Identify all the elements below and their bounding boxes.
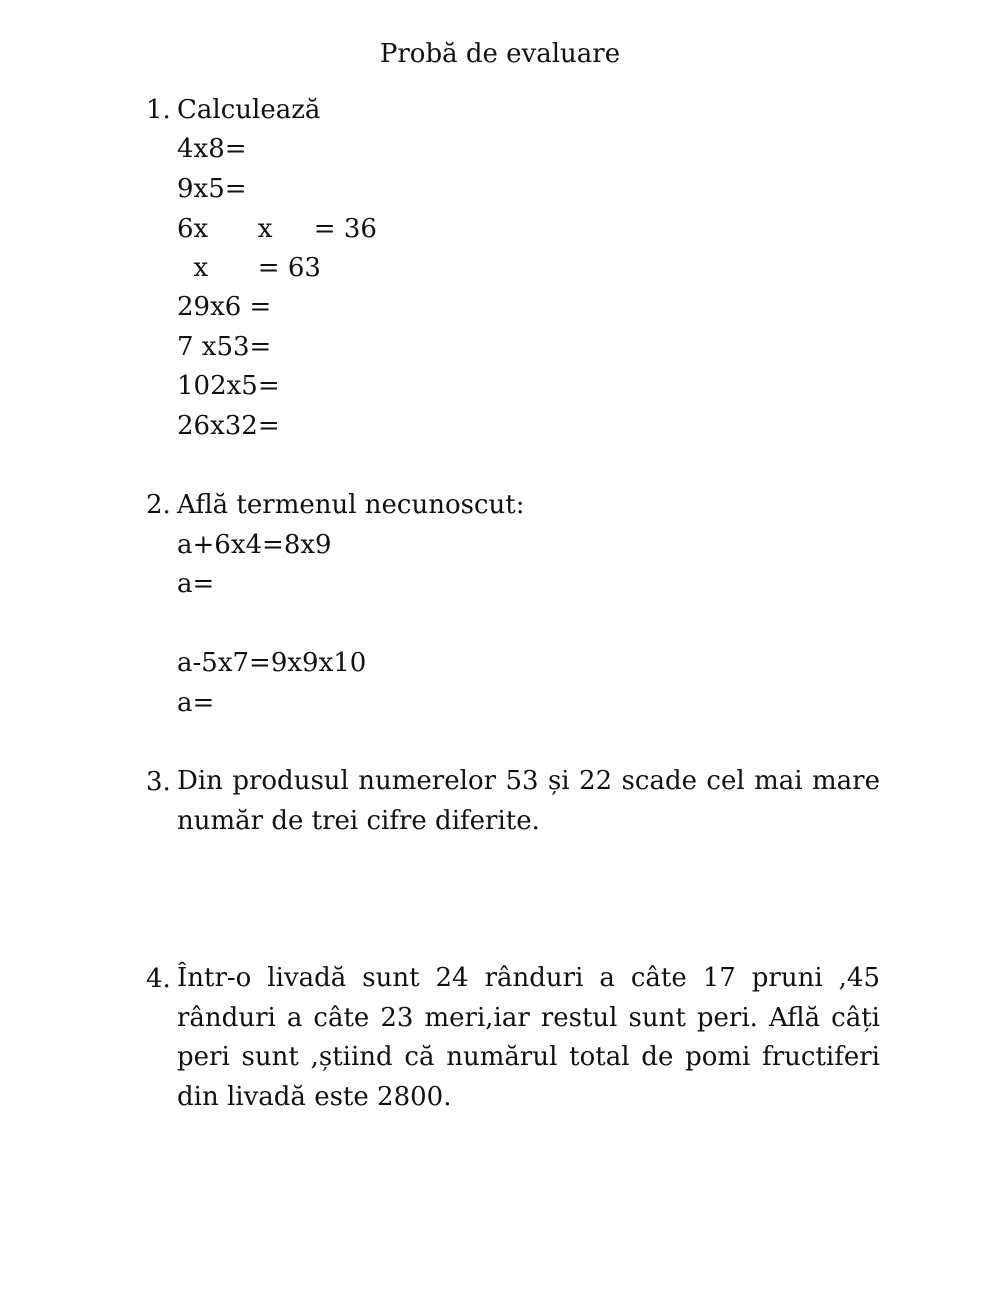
q2-equation: a-5x7=9x9x10: [177, 648, 367, 678]
q1-heading: Calculează: [177, 95, 321, 125]
q1-exercise: x = 63: [177, 253, 321, 283]
q1-exercise: 4x8=: [177, 134, 247, 164]
page-title: Probă de evaluare: [379, 39, 621, 69]
q2-heading: Află termenul necunoscut:: [177, 490, 525, 520]
q1-exercise: 102x5=: [177, 371, 280, 401]
q2-answer: a=: [177, 569, 215, 599]
q2-answer: a=: [177, 688, 215, 718]
q1-number: 1.: [146, 95, 171, 125]
q4-text: Într-o livadă sunt 24 rânduri a câte 17 pruni ,45 rânduri a câte 23 meri,iar restul sunt peri. Află câți peri sunt ,știind că numărul total de pomi fructiferi din livadă este 2800.: [177, 963, 880, 1112]
q1-exercise: 29x6 =: [177, 292, 272, 322]
q1-exercise: 9x5=: [177, 174, 247, 204]
q1-exercise: 6x x = 36: [177, 214, 377, 244]
q1-exercise: 26x32=: [177, 411, 280, 441]
q1-exercise: 7 x53=: [177, 332, 272, 362]
q2-number: 2.: [146, 490, 171, 520]
q2-equation: a+6x4=8x9: [177, 530, 332, 560]
q3-number: 3.: [146, 767, 171, 797]
q4-number: 4.: [146, 964, 171, 994]
q3-text: Din produsul numerelor 53 și 22 scade cel mai mare număr de trei cifre diferite.: [177, 766, 880, 836]
